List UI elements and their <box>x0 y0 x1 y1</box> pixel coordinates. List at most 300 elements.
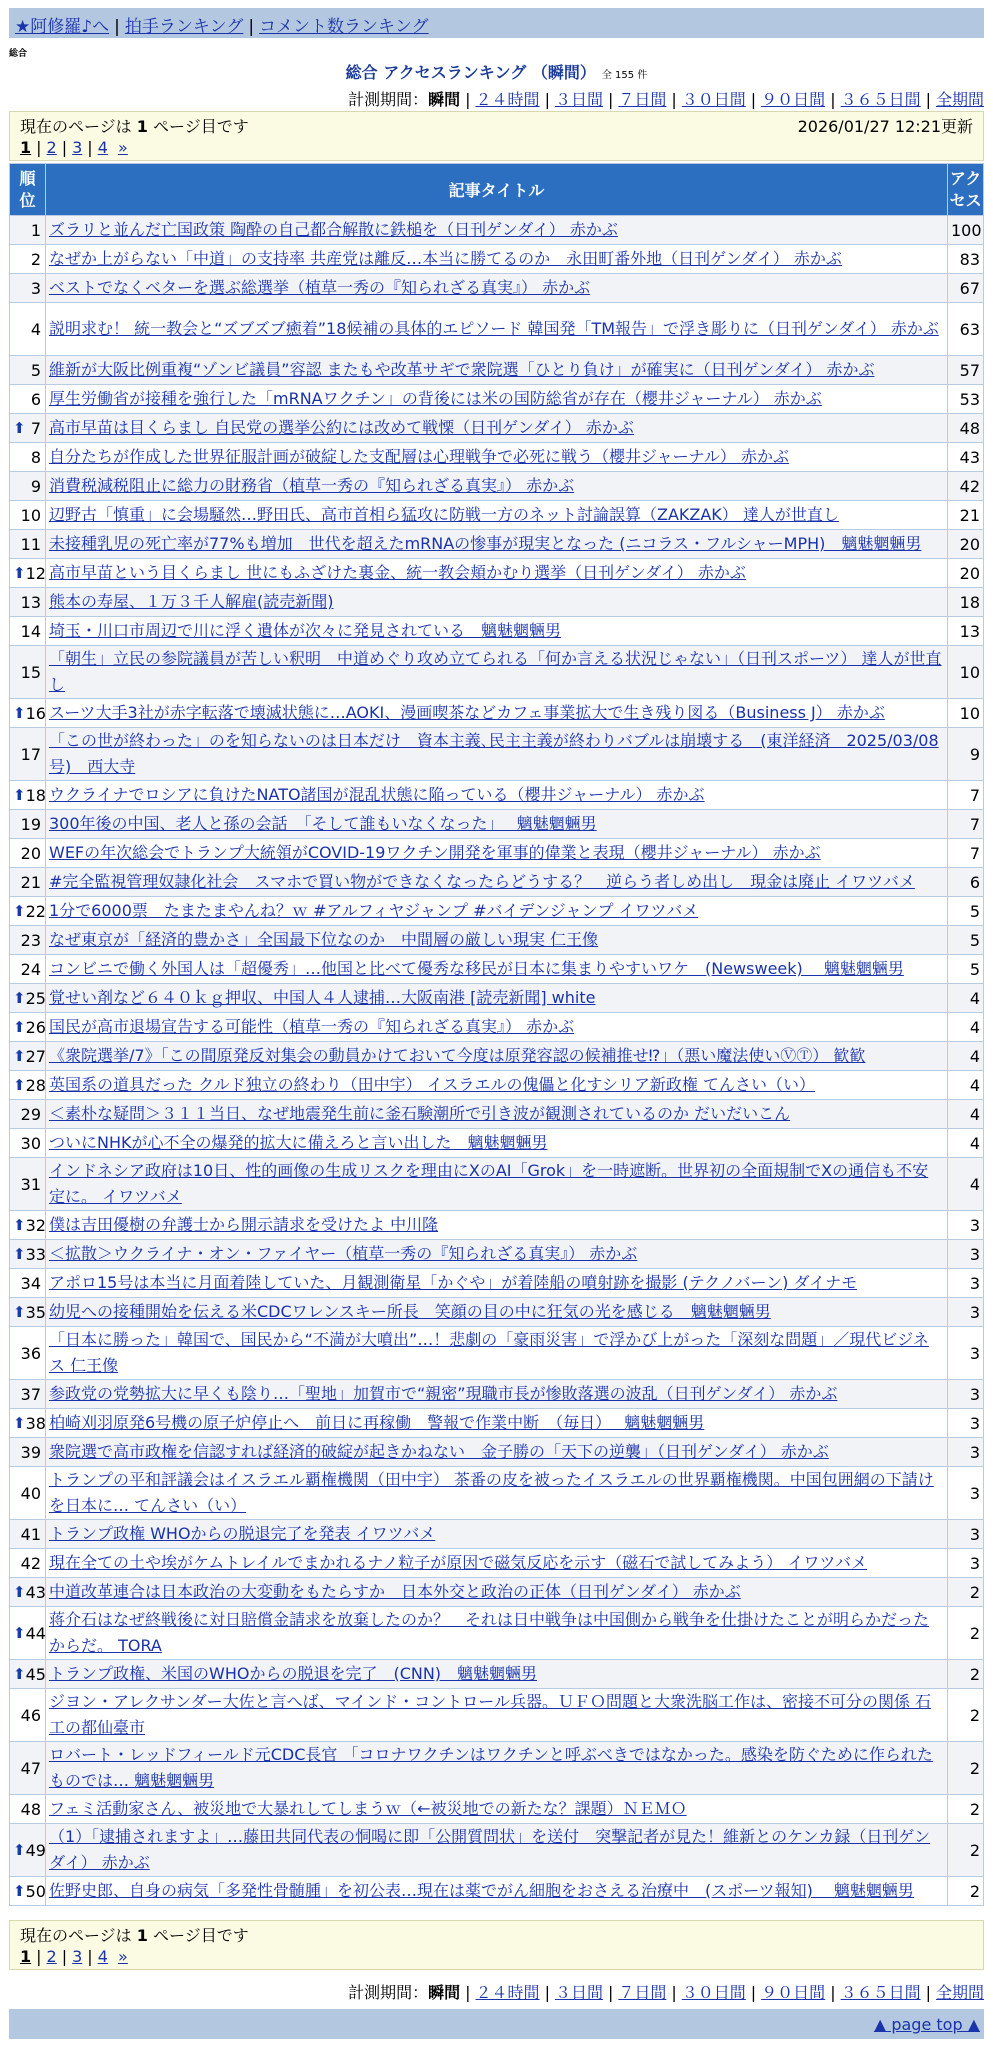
access-count: 3 <box>948 1549 984 1578</box>
access-count: 3 <box>948 1327 984 1380</box>
article-title-link[interactable]: トランプ政権 WHOからの脱退完了を発表 イワツバメ <box>49 1524 436 1543</box>
rank-cell <box>10 1327 46 1380</box>
table-row <box>10 1240 984 1269</box>
rank-number: 43 <box>25 1582 46 1602</box>
table-row <box>10 245 984 274</box>
nav-home-link[interactable]: ★阿修羅♪へ <box>15 17 110 37</box>
period-label: 計測期間： <box>348 90 429 109</box>
access-count: 2 <box>948 1742 984 1795</box>
access-count: 5 <box>948 955 984 984</box>
table-row <box>10 1467 984 1520</box>
table-row <box>10 1071 984 1100</box>
pager-link-3[interactable]: 3 <box>72 137 83 157</box>
pager-next-link[interactable]: » <box>118 1946 128 1966</box>
title-cell <box>46 1660 948 1689</box>
article-title-link[interactable]: 高市早苗は目くらまし 自民党の選挙公約には改めて戦慄（日刊ゲンダイ） 赤かぶ <box>49 418 634 437</box>
page-info-top <box>9 111 984 161</box>
category-label: 総合 <box>9 49 28 59</box>
period-link-7[interactable]: 全期間 <box>935 1983 984 2002</box>
access-count: 10 <box>948 699 984 728</box>
rank-cell <box>10 810 46 839</box>
table-row <box>10 1298 984 1327</box>
table-row <box>10 1689 984 1742</box>
table-row <box>10 1409 984 1438</box>
pager-spacer <box>108 1947 118 1966</box>
rank-number: 9 <box>30 476 41 496</box>
table-row <box>10 1129 984 1158</box>
rank-number: 23 <box>20 930 41 950</box>
rank-number: 5 <box>30 360 41 380</box>
article-title-link[interactable]: 厚生労働省が接種を強行した「mRNAワクチン」の背後には米の国防総省が存在（櫻井ジャーナル） 赤かぶ <box>49 389 822 408</box>
article-title-link[interactable]: 「日本に勝った」韓国で、国民から“不満が大噴出”…！悲劇の「豪雨災害」で浮かび上がった「深刻な問題」／現代ビジネス 仁王像 <box>49 1330 929 1375</box>
rank-cell <box>10 1269 46 1298</box>
rank-cell <box>10 1795 46 1824</box>
period-link-4[interactable]: ３０日間 <box>681 90 746 109</box>
nav-separator: | <box>114 17 120 37</box>
rank-number: 22 <box>25 901 46 921</box>
pagination <box>20 136 973 158</box>
rank-number: 40 <box>20 1483 41 1503</box>
page-info-row <box>20 1923 973 1945</box>
pager-current-page: 1 <box>20 137 32 157</box>
title-cell <box>46 414 948 443</box>
rank-number: 16 <box>25 703 46 723</box>
rank-number: 11 <box>20 534 41 554</box>
article-title-link[interactable]: 埼玉・川口市周辺で川に浮く遺体が次々に発見されている 魑魅魍魎男 <box>49 621 562 640</box>
page-suffix: ページ目です <box>147 116 249 136</box>
title-cell <box>46 1071 948 1100</box>
pager-separator: | <box>36 137 42 157</box>
table-row <box>10 385 984 414</box>
rank-cell <box>10 926 46 955</box>
period-link-7[interactable]: 全期間 <box>935 90 984 109</box>
title-cell <box>46 1211 948 1240</box>
table-row <box>10 839 984 868</box>
article-title-link[interactable]: ついにNHKが心不全の爆発的拡大に備えろと言い出した 魑魅魍魎男 <box>49 1133 548 1152</box>
rank-number: 44 <box>25 1623 46 1643</box>
rank-cell <box>10 1877 46 1906</box>
rank-cell <box>10 1689 46 1742</box>
rank-number: 35 <box>25 1302 46 1322</box>
pager-link-4[interactable]: 4 <box>97 1946 108 1966</box>
article-title-link[interactable]: 英国系の道具だった クルド独立の終わり（田中宇） イスラエルの傀儡と化すシリア新政権 てんさい（い） <box>49 1075 815 1094</box>
rank-number: 21 <box>20 872 41 892</box>
table-row <box>10 356 984 385</box>
rank-number: 4 <box>30 319 41 339</box>
article-title-link[interactable]: 消費税減税阻止に総力の財務省（植草一秀の『知られざる真実』） 赤かぶ <box>49 476 575 495</box>
title-cell <box>46 646 948 699</box>
access-count: 4 <box>948 1042 984 1071</box>
table-row <box>10 1742 984 1795</box>
table-row <box>10 810 984 839</box>
title-cell <box>46 1467 948 1520</box>
rank-cell <box>10 1240 46 1269</box>
rank-number: 30 <box>20 1133 41 1153</box>
pager-next-link[interactable]: » <box>118 137 128 157</box>
title-cell <box>46 1742 948 1795</box>
period-link-2[interactable]: ３日間 <box>554 1983 603 2002</box>
rank-cell <box>10 1409 46 1438</box>
article-title-link[interactable]: スーツ大手3社が赤字転落で壊滅状態に…AOKI、漫画喫茶などカフェ事業拡大で生き残り図る（Business J） 赤かぶ <box>49 703 885 722</box>
ranking-title-block <box>0 60 993 83</box>
table-row <box>10 1578 984 1607</box>
rank-number: 2 <box>30 249 41 269</box>
table-row <box>10 588 984 617</box>
article-title-link[interactable]: トランプ政権、米国のWHOからの脱退を完了 (CNN) 魑魅魍魎男 <box>49 1664 538 1683</box>
title-cell <box>46 1380 948 1409</box>
table-row <box>10 1660 984 1689</box>
table-row <box>10 1100 984 1129</box>
article-title-link[interactable]: 300年後の中国、老人と孫の会話 「そして誰もいなくなった」 魑魅魍魎男 <box>49 814 597 833</box>
rank-cell <box>10 1071 46 1100</box>
access-count: 100 <box>948 216 984 245</box>
rank-cell <box>10 385 46 414</box>
rank-number: 36 <box>20 1343 41 1363</box>
article-title-link[interactable]: 佐野史郎、自身の病気「多発性骨髄腫」を初公表…現在は薬でがん細胞をおさえる治療中 (スポーツ報知) 魑魅魍魎男 <box>49 1881 914 1900</box>
rank-cell <box>10 472 46 501</box>
period-link-5[interactable]: ９０日間 <box>761 1983 826 2002</box>
title-cell <box>46 699 948 728</box>
page-number: 1 <box>136 1925 148 1945</box>
access-count: 67 <box>948 274 984 303</box>
title-cell <box>46 1298 948 1327</box>
title-cell <box>46 1013 948 1042</box>
rank-cell <box>10 1467 46 1520</box>
article-title-link[interactable]: 蒋介石はなぜ終戦後に対日賠償金請求を放棄したのか？ それは日中戦争は中国側から戦争を仕掛けたことが明らかだったからだ。 TORA <box>49 1610 930 1655</box>
pager-separator: | <box>61 1946 68 1966</box>
article-title-link[interactable]: アポロ15号は本当に月面着陸していた、月観測衛星「かぐや」が着陸船の噴射跡を撮影 (テクノバーン) ダイナモ <box>49 1273 858 1292</box>
period-separator: | <box>671 90 677 109</box>
top-nav-bar <box>9 8 984 38</box>
ranking-table-body <box>10 216 984 1906</box>
ranking-table <box>9 163 984 1906</box>
article-title-link[interactable]: 1分で6000票 たまたまやんね？ｗ #アルフィヤジャンプ #バイデンジャンプ イワツバメ <box>49 901 699 920</box>
current-page-text <box>20 114 249 137</box>
title-cell <box>46 839 948 868</box>
period-separator: | <box>544 90 550 109</box>
title-cell <box>46 274 948 303</box>
arrow-up-icon: ⬆ <box>13 418 26 437</box>
title-cell <box>46 868 948 897</box>
table-row <box>10 1158 984 1211</box>
access-count: 3 <box>948 1520 984 1549</box>
access-count: 2 <box>948 1689 984 1742</box>
article-title-link[interactable]: ベストでなくベターを選ぶ総選挙（植草一秀の『知られざる真実』） 赤かぶ <box>49 278 591 297</box>
period-link-3[interactable]: ７日間 <box>618 1983 667 2002</box>
access-count: 7 <box>948 810 984 839</box>
rank-cell <box>10 274 46 303</box>
article-title-link[interactable]: 高市早苗という目くらまし 世にもふざけた裏金、統一教会頬かむり選挙（日刊ゲンダイ） 赤かぶ <box>49 563 746 582</box>
rank-cell <box>10 1438 46 1467</box>
article-title-link[interactable]: ズラリと並んだ亡国政策 陶酔の自己都合解散に鉄槌を（日刊ゲンダイ） 赤かぶ <box>49 220 618 239</box>
access-count: 3 <box>948 1438 984 1467</box>
rank-number: 39 <box>20 1442 41 1462</box>
page-info-row <box>20 114 973 136</box>
ranking-title: 総合 アクセスランキング （瞬間） <box>345 63 596 82</box>
article-title-link[interactable]: ＜拡散＞ウクライナ・オン・ファイヤー（植草一秀の『知られざる真実』） 赤かぶ <box>49 1244 638 1263</box>
title-cell <box>46 216 948 245</box>
article-title-link[interactable]: なぜ東京が「経済的豊かさ」全国最下位なのか 中間層の厳しい現実 仁王像 <box>49 930 599 949</box>
rank-number: 17 <box>20 744 41 764</box>
table-row <box>10 1520 984 1549</box>
header-rank <box>10 164 46 216</box>
rank-cell <box>10 1380 46 1409</box>
period-separator: | <box>750 90 757 109</box>
nav-comment-ranking-link[interactable]: コメント数ランキング <box>259 17 429 37</box>
pager-separator: | <box>61 137 68 157</box>
access-count: 9 <box>948 728 984 781</box>
table-row <box>10 1824 984 1877</box>
article-title-link[interactable]: 「朝生」立民の参院議員が苦しい釈明 中道めぐり攻め立てられる「何か言える状況じゃない」（日刊スポーツ） 達人が世直し <box>49 649 942 694</box>
updated-timestamp: 2026/01/27 12:21更新 <box>797 116 973 136</box>
article-title-link[interactable]: WEFの年次総会でトランプ大統領がCOVID-19ワクチン開発を軍事的偉業と表現（櫻井ジャーナル） 赤かぶ <box>49 843 821 862</box>
access-count: 4 <box>948 984 984 1013</box>
table-row <box>10 1013 984 1042</box>
arrow-up-icon: ⬆ <box>13 1582 26 1601</box>
period-link-1[interactable]: ２４時間 <box>475 90 540 109</box>
rank-number: 8 <box>30 447 41 467</box>
article-title-link[interactable]: なぜか上がらない「中道」の支持率 共産党は離反…本当に勝てるのか 永田町番外地（日刊ゲンダイ） 赤かぶ <box>49 249 842 268</box>
access-count: 4 <box>948 1013 984 1042</box>
article-title-link[interactable]: 熊本の寿屋、１万３千人解雇(読売新聞) <box>49 592 334 611</box>
nav-applause-ranking-link[interactable]: 拍手ランキング <box>124 17 244 37</box>
access-count: 3 <box>948 1211 984 1240</box>
period-link-4[interactable]: ３０日間 <box>681 1983 746 2002</box>
rank-cell <box>10 1549 46 1578</box>
table-row <box>10 472 984 501</box>
access-count: 2 <box>948 1660 984 1689</box>
rank-cell <box>10 728 46 781</box>
rank-number: 49 <box>25 1840 46 1860</box>
article-title-link[interactable]: 現在全ての土や埃がケムトレイルでまかれるナノ粒子が原因で磁気反応を示す（磁石で試してみよう） イワツバメ <box>49 1553 868 1572</box>
header-access-label: アクセス <box>949 168 982 210</box>
article-title-link[interactable]: 維新が大阪比例重複“ゾンビ議員”容認 またもや改革サギで衆院選「ひとり負け」が確実に（日刊ゲンダイ） 赤かぶ <box>49 360 875 379</box>
pager-link-4[interactable]: 4 <box>97 137 108 157</box>
rank-cell <box>10 699 46 728</box>
article-title-link[interactable]: 「この世が終わった」のを知らないのは日本だけ 資本主義､民主主義が終わりバブルは崩壊する (東洋経済 2025/03/08号) 西大寺 <box>49 731 939 776</box>
rank-number: 45 <box>25 1664 46 1684</box>
table-row <box>10 1042 984 1071</box>
article-title-link[interactable]: 未接種乳児の死亡率が77%も増加 世代を超えたmRNAの惨事が現実となった (ニコラス・フルシャーMPH) 魑魅魍魎男 <box>49 534 922 553</box>
rank-number: 47 <box>20 1758 41 1778</box>
rank-cell <box>10 1100 46 1129</box>
rank-cell <box>10 414 46 443</box>
page-number: 1 <box>136 116 148 136</box>
article-title-link[interactable]: #完全監視管理奴隷化社会 スマホで買い物ができなくなったらどうする？ 逆らう者しめ出し 現金は廃止 イワツバメ <box>49 872 915 891</box>
arrow-up-icon: ⬆ <box>13 563 26 582</box>
access-count: 2 <box>948 1795 984 1824</box>
arrow-up-icon: ⬆ <box>13 1244 26 1263</box>
rank-number: 38 <box>25 1413 46 1433</box>
rank-cell <box>10 897 46 926</box>
title-cell <box>46 1607 948 1660</box>
rank-cell <box>10 1824 46 1877</box>
title-cell <box>46 728 948 781</box>
article-title-link[interactable]: （1）「逮捕されますよ」…藤田共同代表の恫喝に即「公開質問状」を送付 突撃記者が見た！維新とのケンカ録（日刊ゲンダイ） 赤かぶ <box>49 1827 931 1872</box>
access-count: 3 <box>948 1467 984 1520</box>
table-row <box>10 1877 984 1906</box>
table-row <box>10 1607 984 1660</box>
period-separator: | <box>830 90 836 109</box>
title-cell <box>46 1269 948 1298</box>
rank-cell <box>10 646 46 699</box>
pager-separator: | <box>87 137 93 157</box>
rank-cell <box>10 216 46 245</box>
current-page-text <box>20 1923 249 1946</box>
title-cell <box>46 303 948 356</box>
article-title-link[interactable]: コンビニで働く外国人は「超優秀」…他国と比べて優秀な移民が日本に集まりやすいワケ (Newsweek) 魑魅魍魎男 <box>49 959 904 978</box>
article-title-link[interactable]: 自分たちが作成した世界征服計画が破綻した支配層は心理戦争で必死に戦う（櫻井ジャーナル） 赤かぶ <box>49 447 789 466</box>
table-row <box>10 1211 984 1240</box>
period-separator: | <box>830 1983 836 2002</box>
article-title-link[interactable]: フェミ活動家さん、被災地で大暴れしてしまうｗ（←被災地での新たな？課題）ＮＥＭＯ <box>49 1799 687 1818</box>
access-count: 4 <box>948 1158 984 1211</box>
table-row <box>10 559 984 588</box>
rank-number: 32 <box>25 1215 46 1235</box>
rank-cell <box>10 443 46 472</box>
period-separator: | <box>925 90 931 109</box>
table-row <box>10 926 984 955</box>
rank-cell <box>10 1129 46 1158</box>
pager-link-3[interactable]: 3 <box>72 1946 83 1966</box>
rank-number: 1 <box>30 220 41 240</box>
title-cell <box>46 984 948 1013</box>
table-row <box>10 1269 984 1298</box>
rank-number: 48 <box>20 1799 41 1819</box>
table-row <box>10 617 984 646</box>
period-link-1[interactable]: ２４時間 <box>475 1983 540 2002</box>
header-rank-label: 順位 <box>19 168 36 210</box>
period-link-3[interactable]: ７日間 <box>618 90 667 109</box>
period-link-6[interactable]: ３６５日間 <box>840 90 921 109</box>
arrow-up-icon: ⬆ <box>13 1075 26 1094</box>
article-title-link[interactable]: トランプの平和評議会はイスラエル覇権機関（田中宇） 茶番の皮を被ったイスラエルの世界覇権機関。中国包囲網の下請けを日本に… てんさい（い） <box>49 1470 934 1515</box>
rank-cell <box>10 1211 46 1240</box>
access-count: 3 <box>948 1380 984 1409</box>
header-access <box>948 164 984 216</box>
access-count: 13 <box>948 617 984 646</box>
access-count: 20 <box>948 530 984 559</box>
access-count: 20 <box>948 559 984 588</box>
rank-cell <box>10 1578 46 1607</box>
article-title-link[interactable]: ウクライナでロシアに負けたNATO諸国が混乱状態に陥っている（櫻井ジャーナル） 赤かぶ <box>49 785 705 804</box>
period-link-6[interactable]: ３６５日間 <box>840 1983 921 2002</box>
period-link-2[interactable]: ３日間 <box>554 90 603 109</box>
period-selector-top <box>348 87 984 110</box>
pagination <box>20 1945 973 1967</box>
arrow-up-icon: ⬆ <box>13 1840 26 1859</box>
access-count: 10 <box>948 646 984 699</box>
access-count: 2 <box>948 1877 984 1906</box>
access-count: 2 <box>948 1607 984 1660</box>
rank-number: 6 <box>30 389 41 409</box>
rank-cell <box>10 1013 46 1042</box>
article-title-link[interactable]: ジヨン・アレクサンダー大佐と言へば、マインド・コントロール兵器。ＵＦＯ問題と大衆洗脳工作は、密接不可分の関係 石工の都仙臺市 <box>49 1692 932 1737</box>
rank-number: 26 <box>25 1017 46 1037</box>
rank-number: 7 <box>30 418 41 438</box>
article-title-link[interactable]: ロバート・レッドフィールド元CDC長官 「コロナワクチンはワクチンと呼ぶべきではなかった。感染を防ぐために作られたものでは… 魑魅魍魎男 <box>49 1745 933 1790</box>
article-title-link[interactable]: インドネシア政府は10日、性的画像の生成リスクを理由にXのAI「Grok」を一時遮断。世界初の全面規制でXの通信も不安定に。 イワツバメ <box>49 1161 929 1206</box>
arrow-up-icon: ⬆ <box>13 1046 26 1065</box>
rank-cell <box>10 1520 46 1549</box>
table-row <box>10 699 984 728</box>
table-row <box>10 443 984 472</box>
page-prefix: 現在のページは <box>20 1925 137 1945</box>
page-top-link[interactable]: ▲ page top ▲ <box>873 2015 980 2034</box>
rank-cell <box>10 617 46 646</box>
title-cell <box>46 472 948 501</box>
period-current: 瞬間 <box>428 90 461 109</box>
rank-number: 10 <box>20 505 41 525</box>
period-current: 瞬間 <box>428 1983 461 2002</box>
access-count: 4 <box>948 1100 984 1129</box>
article-title-link[interactable]: 《衆院選挙/7》「この間原発反対集会の動員かけておいて今度は原発容認の候補推せ⁉」（悪い魔法使いⓋⓉ） 歓歓 <box>49 1046 866 1065</box>
rank-cell <box>10 588 46 617</box>
rank-number: 18 <box>25 785 46 805</box>
access-count: 4 <box>948 1129 984 1158</box>
rank-number: 41 <box>20 1524 41 1544</box>
title-cell <box>46 1795 948 1824</box>
article-title-link[interactable]: 国民が高市退場宣告する可能性（植草一秀の『知られざる真実』） 赤かぶ <box>49 1017 575 1036</box>
table-row <box>10 728 984 781</box>
pager-spacer <box>108 138 118 157</box>
article-title-link[interactable]: 柏崎刈羽原発6号機の原子炉停止へ 前日に再稼働 警報で作業中断 （毎日） 魑魅魍魎男 <box>49 1413 705 1432</box>
table-row <box>10 955 984 984</box>
article-title-link[interactable]: ＜素朴な疑問＞３１１当日、なぜ地震発生前に釜石験潮所で引き波が観測されているのか だいだいこん <box>49 1104 791 1123</box>
access-count: 3 <box>948 1269 984 1298</box>
title-cell <box>46 356 948 385</box>
arrow-up-icon: ⬆ <box>13 1664 26 1683</box>
rank-number: 13 <box>20 592 41 612</box>
title-cell <box>46 559 948 588</box>
table-row <box>10 216 984 245</box>
article-title-link[interactable]: 覚せい剤など６４０ｋｇ押収、中国人４人逮捕…大阪南港 [読売新聞] white <box>49 988 596 1007</box>
page-suffix: ページ目です <box>147 1925 249 1945</box>
rank-cell <box>10 1607 46 1660</box>
pager-separator: | <box>87 1946 93 1966</box>
arrow-up-icon: ⬆ <box>13 1623 26 1642</box>
title-cell <box>46 1520 948 1549</box>
article-title-link[interactable]: 参政党の党勢拡大に早くも陰り…「聖地」加賀市で“親密”現職市長が惨敗落選の波乱（日刊ゲンダイ） 赤かぶ <box>49 1384 838 1403</box>
rank-number: 27 <box>25 1046 46 1066</box>
rank-cell <box>10 1158 46 1211</box>
access-count: 2 <box>948 1578 984 1607</box>
rank-number: 25 <box>25 988 46 1008</box>
rank-number: 34 <box>20 1273 41 1293</box>
access-count: 53 <box>948 385 984 414</box>
rank-cell <box>10 1298 46 1327</box>
rank-cell <box>10 245 46 274</box>
article-title-link[interactable]: 衆院選で高市政権を信認すれば経済的破綻が起きかねない 金子勝の「天下の逆襲」（日刊ゲンダイ） 赤かぶ <box>49 1442 829 1461</box>
period-link-5[interactable]: ９０日間 <box>761 90 826 109</box>
title-cell <box>46 1129 948 1158</box>
arrow-up-icon: ⬆ <box>13 901 26 920</box>
table-header-row <box>10 164 984 216</box>
rank-number: 3 <box>30 278 41 298</box>
access-count: 42 <box>948 472 984 501</box>
article-title-link[interactable]: 幼児への接種開始を伝える米CDCワレンスキー所長 笑顔の目の中に狂気の光を感じる 魑魅魍魎男 <box>49 1302 771 1321</box>
article-title-link[interactable]: 中道改革連合は日本政治の大変動をもたらすか 日本外交と政治の正体（日刊ゲンダイ） 赤かぶ <box>49 1582 741 1601</box>
title-cell <box>46 1689 948 1742</box>
article-title-link[interactable]: 僕は吉田優樹の弁護士から開示請求を受けたよ 中川隆 <box>49 1215 439 1234</box>
article-title-link[interactable]: 説明求む！ 統一教会と“ズブズブ癒着”18候補の具体的エピソード 韓国発「TM報告」で浮き彫りに（日刊ゲンダイ） 赤かぶ <box>49 319 939 338</box>
pager-link-2[interactable]: 2 <box>46 1946 57 1966</box>
article-title-link[interactable]: 辺野古「慎重」に会場騒然…野田氏、高市首相ら猛攻に防戦一方のネット討論誤算（ZAKZAK） 達人が世直し <box>49 505 839 524</box>
period-separator: | <box>607 1983 614 2002</box>
pager-link-2[interactable]: 2 <box>46 137 57 157</box>
rank-cell <box>10 356 46 385</box>
page-prefix: 現在のページは <box>20 116 137 136</box>
